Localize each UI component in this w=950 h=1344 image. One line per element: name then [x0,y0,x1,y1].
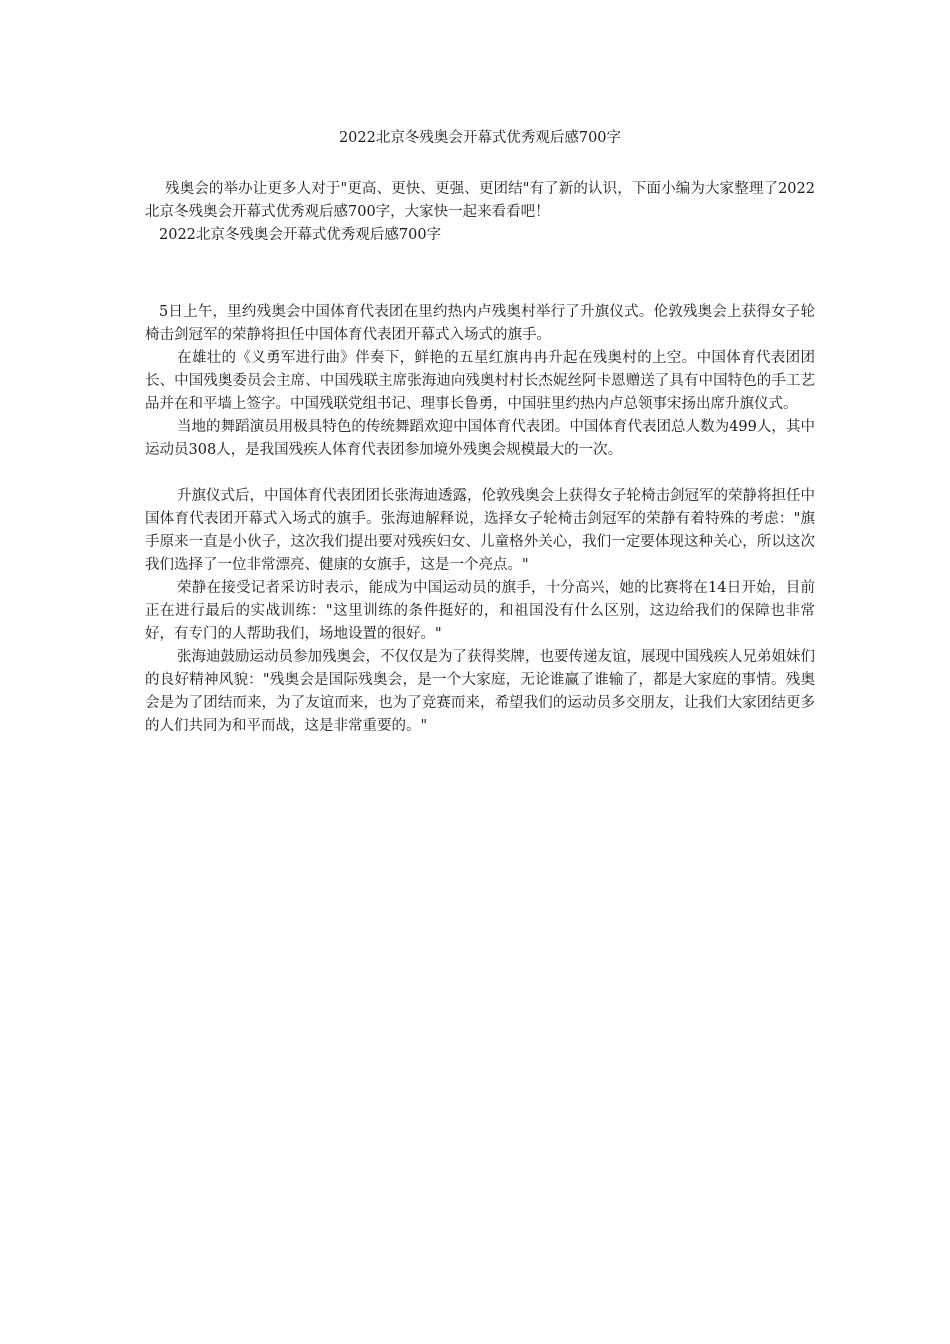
intro-section [145,178,815,247]
paragraph-4: 升旗仪式后，中国体育代表团团长张海迪透露，伦敦残奥会上获得女子轮椅击剑冠军的荣静将担任中国体育代表团开幕式入场式的旗手。张海迪解释说，选择女子轮椅击剑冠军的荣静有着特殊的考虑："旗手原来一直是小伙子，这次我们提出要对残疾妇女、儿童格外关心，我们一定要体现这种关心，所以这次我们选择了一位非常漂亮、健康的女旗手，这是一个亮点。" [145,488,815,573]
paragraph-6: 张海迪鼓励运动员参加残奥会，不仅仅是为了获得奖牌，也要传递友谊，展现中国残疾人兄弟姐妹们的良好精神风貌："残奥会是国际残奥会，是一个大家庭，无论谁赢了谁输了，都是大家庭的事情。残奥会是为了团结而来，为了友谊而来，也为了竞赛而来，希望我们的运动员多交朋友，让我们大家团结更多的人们共同为和平而战，这是非常重要的。" [145,649,815,734]
paragraph-3: 当地的舞蹈演员用极具特色的传统舞蹈欢迎中国体育代表团。中国体育代表团总人数为499人，其中运动员308人，是我国残疾人体育代表团参加境外残奥会规模最大的一次。 [145,419,815,458]
intro-paragraph: 残奥会的举办让更多人对于"更高、更快、更强、更团结"有了新的认识，下面小编为大家整理了2022北京冬残奥会开幕式优秀观后感700字，大家快一起来看看吧！ [145,181,815,220]
article-body [145,301,815,738]
paragraph-1: 5日上午，里约残奥会中国体育代表团在里约热内卢残奥村举行了升旗仪式。伦敦残奥会上获得女子轮椅击剑冠军的荣静将担任中国体育代表团开幕式入场式的旗手。 [145,304,815,343]
paragraph-2: 在雄壮的《义勇军进行曲》伴奏下，鲜艳的五星红旗冉冉升起在残奥村的上空。中国体育代表团团长、中国残奥委员会主席、中国残联主席张海迪向残奥村村长杰妮丝阿卡恩赠送了具有中国特色的手工艺品并在和平墙上签字。中国残联党组书记、理事长鲁勇，中国驻里约热内卢总领事宋扬出席升旗仪式。 [145,350,815,412]
paragraph-5: 荣静在接受记者采访时表示，能成为中国运动员的旗手，十分高兴，她的比赛将在14日开始，目前正在进行最后的实战训练："这里训练的条件挺好的，和祖国没有什么区别，这边给我们的保障也非常好，有专门的人帮助我们，场地设置的很好。" [145,580,815,642]
paragraph-gap [145,462,815,485]
section-subtitle: 2022北京冬残奥会开幕式优秀观后感700字 [159,227,442,243]
document-title: 2022北京冬残奥会开幕式优秀观后感700字 [338,130,622,146]
